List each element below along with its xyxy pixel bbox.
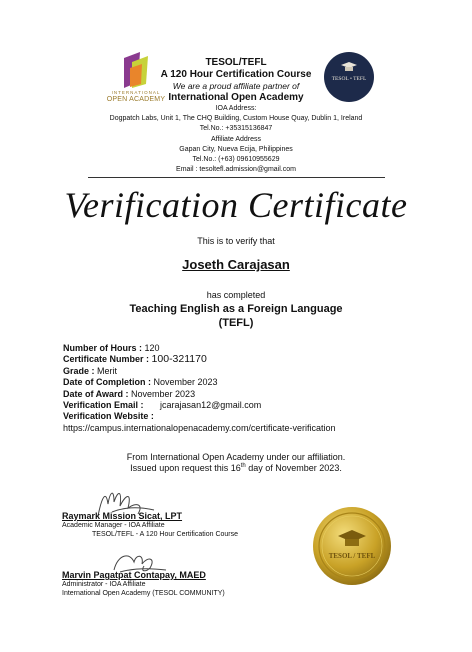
detail-grade-label: Grade :: [63, 365, 95, 376]
detail-certificate-number: [63, 354, 423, 365]
ioa-tel: Tel.No.: +35315136847: [199, 125, 273, 133]
detail-email: [63, 400, 423, 411]
completed-text: has completed: [206, 290, 266, 300]
ioa-logo-main-text: OPEN ACADEMY: [106, 96, 166, 103]
detail-completion-value: November 2023: [153, 377, 218, 388]
affiliate-tel: Tel.No.: (+63) 09610955629: [192, 156, 280, 164]
certificate-details: [63, 343, 423, 434]
ioa-address: Dogpatch Labs, Unit 1, The CHQ Building, Custom House Quay, Dublin 1, Ireland: [109, 115, 363, 123]
detail-completion-label: Date of Completion :: [63, 377, 151, 388]
header-divider: [88, 177, 385, 178]
course-title: [0, 302, 472, 330]
issued-text-pre: Issued upon request this 16: [130, 463, 241, 473]
affiliation-line2: [0, 463, 472, 473]
detail-award-label: Date of Award :: [63, 388, 129, 399]
gold-seal-icon: [312, 506, 392, 586]
ioa-address-label: IOA Address:: [215, 105, 257, 112]
affiliate-address-label: Affiliate Address: [210, 135, 262, 143]
tesol-badge-text: TESOL • TEFL: [331, 76, 367, 82]
detail-email-value: jcarajasan12@gmail.com: [160, 400, 262, 411]
detail-website: [63, 411, 423, 422]
detail-website-link[interactable]: https://campus.internationalopenacademy.com/certificate-verification: [63, 422, 336, 433]
affiliation-line1: From International Open Academy under our affiliation.: [126, 452, 346, 462]
header-title: TESOL/TEFL: [205, 57, 267, 68]
certificate-intro: This is to verify that: [197, 236, 275, 246]
detail-hours-label: Number of Hours :: [63, 343, 143, 353]
detail-hours: [63, 343, 423, 354]
signatory-1: [62, 511, 238, 539]
detail-completion: [63, 377, 423, 388]
detail-email-label: Verification Email :: [63, 400, 144, 411]
signatory-1-name: Raymark Mission Sicat, LPT: [62, 511, 183, 521]
issued-text-post: day of November 2023.: [245, 463, 342, 473]
detail-grade: [63, 366, 423, 377]
detail-award-value: November 2023: [131, 388, 196, 399]
detail-website-label: Verification Website :: [63, 411, 154, 422]
header-email: Email : tesoltefl.admission@gmail.com: [176, 166, 296, 174]
header-partner: International Open Academy: [168, 92, 304, 103]
header-course: A 120 Hour Certification Course: [160, 69, 312, 80]
signatory-1-role: Academic Manager - IOA Affiliate: [62, 522, 165, 529]
signatory-2-org: International Open Academy (TESOL COMMUNITY): [62, 590, 225, 598]
detail-hours-value: 120: [144, 343, 160, 353]
header-address-block: [0, 104, 472, 175]
signatory-2-name: Marvin Pagatpat Contapay, MAED: [62, 570, 206, 580]
course-title-line1: Teaching English as a Foreign Language: [129, 303, 343, 315]
signatory-1-org: TESOL/TEFL - A 120 Hour Certification Course: [92, 531, 239, 539]
issued-day-suffix: th: [240, 463, 246, 469]
detail-grade-value: Merit: [97, 365, 118, 376]
detail-cert-value: 100-321170: [151, 353, 207, 366]
recipient-name: Joseth Carajasan: [182, 257, 290, 272]
detail-award: [63, 389, 423, 400]
course-title-line2: (TEFL): [218, 317, 254, 329]
ioa-logo-small-text: INTERNATIONAL: [111, 90, 161, 95]
detail-cert-label: Certificate Number :: [63, 354, 150, 365]
signatory-2-role: Administrator - IOA Affiliate: [62, 581, 146, 588]
seal-text: TESOL / TEFL: [328, 552, 376, 560]
header-affiliate-line: We are a proud affiliate partner of: [172, 81, 300, 91]
certificate-heading: Verification Certificate: [64, 185, 408, 225]
affiliate-address: Gapan City, Nueva Ecija, Philippines: [179, 145, 293, 153]
signatory-2: [62, 570, 225, 598]
